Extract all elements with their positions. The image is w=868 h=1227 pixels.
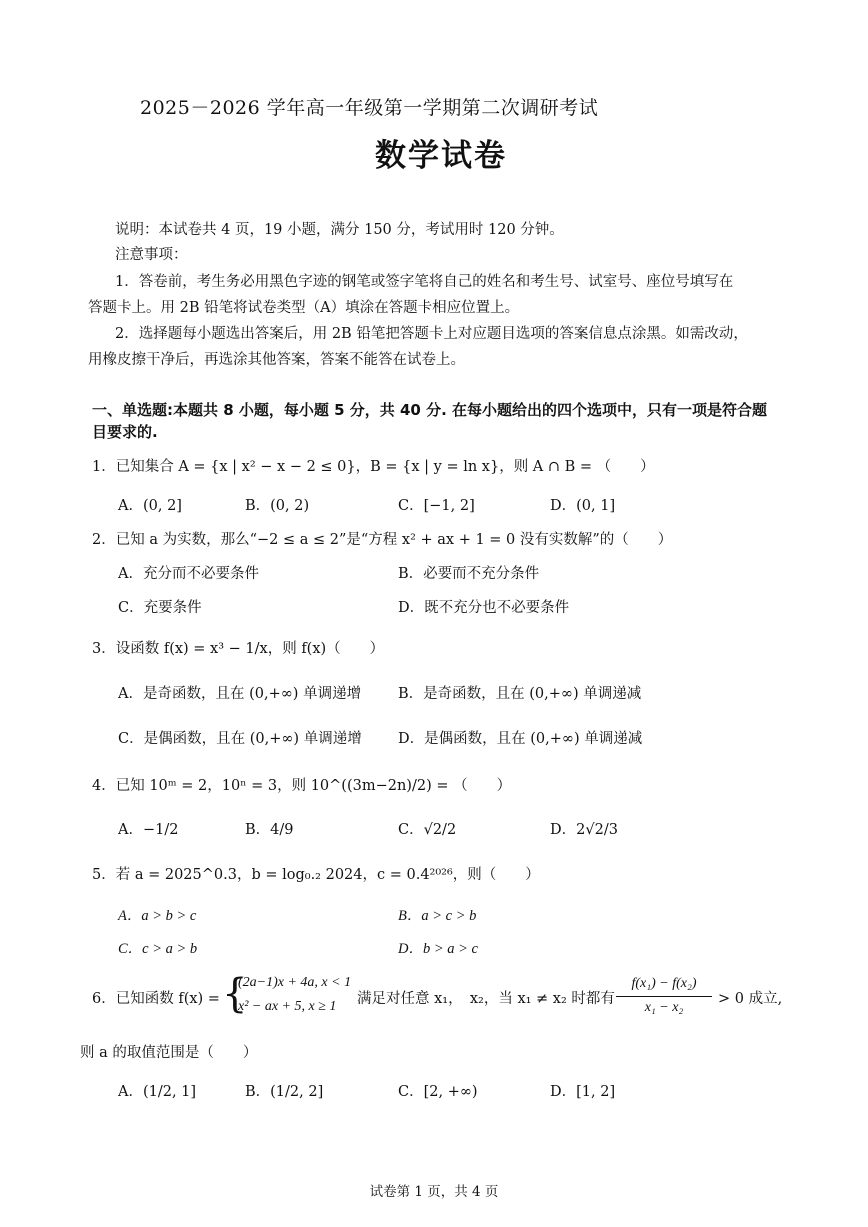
question-6-stem-part-1: 6．已知函数 f(x) = [92, 991, 220, 1007]
exam-title: 2025－2026 学年高一年级第一学期第二次调研考试 [140, 97, 599, 119]
instruction-item-1-line-1: 1．答卷前，考生务必用黑色字迹的钢笔或签字笔将自己的姓名和考生号、试室号、座位号填写在 [115, 274, 734, 290]
question-4-option-a: A．−1/2 [118, 822, 179, 838]
question-1-option-b: B．(0, 2) [245, 498, 310, 514]
question-6-option-b: B．(1/2, 2] [245, 1084, 324, 1100]
question-4-option-d: D．2√2/3 [550, 822, 618, 838]
question-2-option-c: C．充要条件 [118, 600, 202, 616]
question-6-stem-part-3: > 0 成立, [718, 991, 783, 1007]
question-6-piece-2: x² − ax + 5, x ≥ 1 [238, 999, 337, 1014]
question-6-piece-1: (2a−1)x + 4a, x < 1 [238, 975, 352, 990]
question-5-option-a: A．a > b > c [118, 908, 197, 924]
instruction-item-2-line-1: 2．选择题每小题选出答案后，用 2B 铅笔把答题卡上对应题目选项的答案信息点涂黑。如需改动， [115, 326, 748, 342]
instruction-item-1-line-2: 答题卡上。用 2B 铅笔将试卷类型（A）填涂在答题卡相应位置上。 [88, 300, 520, 316]
question-3-option-a: A．是奇函数，且在 (0,+∞) 单调递增 [118, 686, 362, 702]
question-6-option-a: A．(1/2, 1] [118, 1084, 197, 1100]
question-3-option-c: C．是偶函数，且在 (0,+∞) 单调递增 [118, 731, 362, 747]
question-2-option-b: B．必要而不充分条件 [398, 566, 540, 582]
question-1-option-c: C．[−1, 2] [398, 498, 475, 514]
question-4-stem: 4．已知 10ᵐ = 2，10ⁿ = 3，则 10^((3m−2n)/2) = （ ） [92, 778, 512, 794]
question-1-option-a: A．(0, 2] [118, 498, 182, 514]
instruction-item-2-line-2: 用橡皮擦干净后，再选涂其他答案，答案不能答在试卷上。 [88, 352, 465, 368]
question-3-stem: 3．设函数 f(x) = x³ − 1/x，则 f(x)（ ） [92, 641, 385, 657]
question-4-option-c: C．√2/2 [398, 822, 457, 838]
page-footer: 试卷第 1 页，共 4 页 [369, 1184, 499, 1200]
question-6-fraction-denominator: x₁ − x₂ [644, 1000, 684, 1015]
question-6-option-d: D．[1, 2] [550, 1084, 616, 1100]
question-5-stem: 5．若 a = 2025^0.3，b = log₀.₂ 2024，c = 0.4²⁰²⁶，则（ ） [92, 867, 540, 883]
question-6-stem-part-2: 满足对任意 x₁， x₂，当 x₁ ≠ x₂ 时都有 [357, 991, 615, 1007]
question-5-option-b: B．a > c > b [398, 908, 477, 924]
instructions-attention: 注意事项： [115, 247, 188, 263]
fraction-bar [616, 996, 712, 997]
question-2-stem: 2．已知 a 为实数，那么“−2 ≤ a ≤ 2”是“方程 x² + ax + 1 = 0 没有实数解”的（ ） [92, 532, 673, 548]
instructions-note: 说明：本试卷共 4 页，19 小题，满分 150 分，考试用时 120 分钟。 [115, 222, 564, 238]
question-5-option-c: C．c > a > b [118, 941, 198, 957]
piecewise-brace: { [222, 971, 248, 1017]
question-1-stem: 1．已知集合 A = {x | x² − x − 2 ≤ 0}，B = {x | y = ln x}，则 A ∩ B = （ ） [92, 459, 655, 475]
question-6-fraction-numerator: f(x₁) − f(x₂) [631, 976, 697, 991]
question-6-stem-line-2: 则 a 的取值范围是（ ） [80, 1045, 258, 1061]
section-1-heading-line-2: 目要求的. [92, 423, 158, 441]
question-5-option-d: D．b > a > c [398, 941, 478, 957]
question-4-option-b: B．4/9 [245, 822, 294, 838]
section-1-heading: 一、单选题:本题共 8 小题，每小题 5 分，共 40 分. 在每小题给出的四个选项中，只有一项是符合题 [92, 401, 768, 419]
question-2-option-d: D．既不充分也不必要条件 [398, 600, 570, 616]
subject-title: 数学试卷 [375, 138, 507, 174]
question-3-option-b: B．是奇函数，且在 (0,+∞) 单调递减 [398, 686, 642, 702]
question-1-option-d: D．(0, 1] [550, 498, 616, 514]
question-2-option-a: A．充分而不必要条件 [118, 566, 259, 582]
question-6-option-c: C．[2, +∞) [398, 1084, 478, 1100]
question-3-option-d: D．是偶函数，且在 (0,+∞) 单调递减 [398, 731, 643, 747]
